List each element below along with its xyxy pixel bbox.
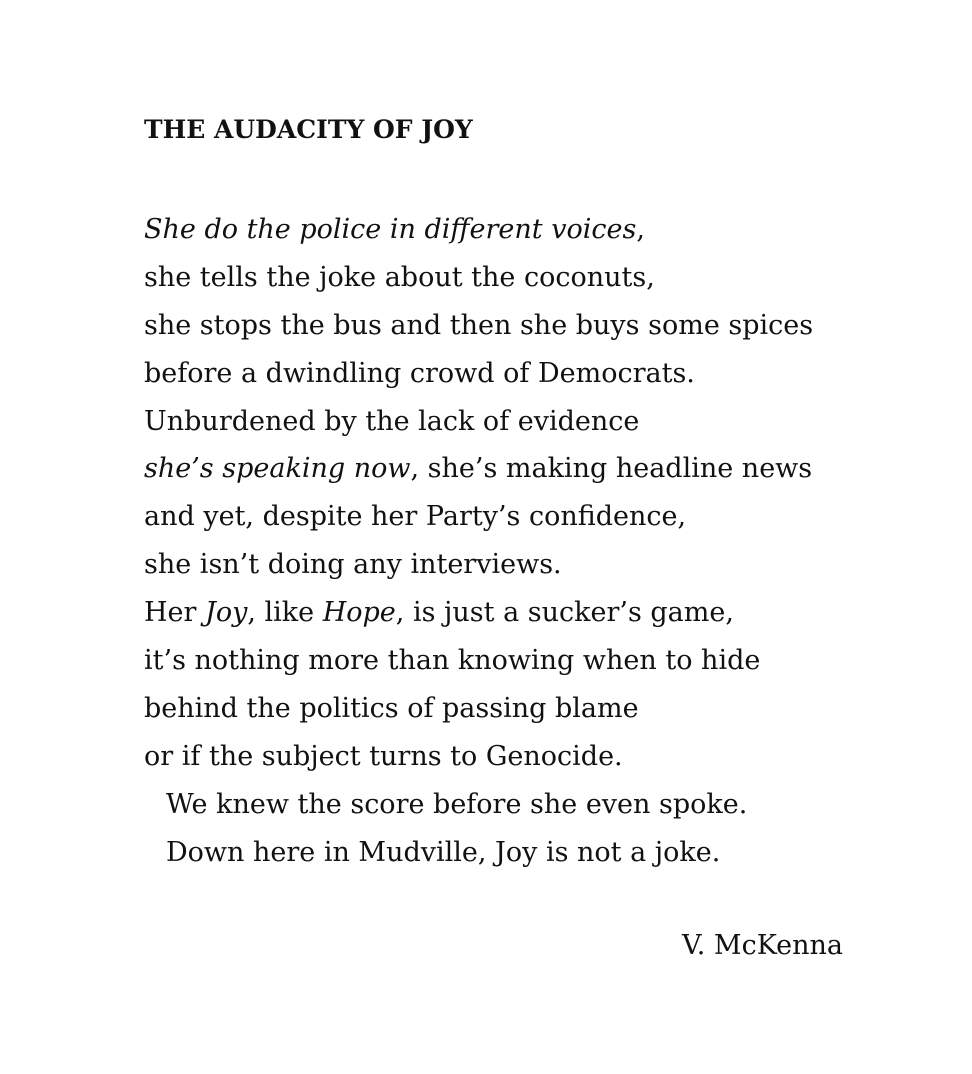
poem-line-italic-text: Hope: [322, 597, 396, 629]
poem-line: [144, 302, 904, 350]
poem-line-text: , like: [247, 597, 323, 629]
poem-line: [144, 829, 904, 877]
poem-body: [144, 206, 904, 876]
poem-author: V. McKenna: [681, 930, 843, 961]
poem-line-text: she stops the bus and then she buys some spices: [144, 309, 814, 341]
poem-line-text: ,: [636, 214, 645, 245]
poem-line: [144, 254, 904, 302]
poem-line-text: she isn’t doing any interviews.: [144, 549, 562, 581]
poem-line: [144, 589, 904, 637]
poem-line-text: We knew the score before she even spoke.: [166, 788, 748, 820]
poem-line-text: Her: [144, 597, 206, 629]
poem-line: [144, 733, 904, 781]
poem-line-text: behind the politics of passing blame: [144, 692, 639, 724]
poem-line-text: and yet, despite her Party’s confidence,: [144, 501, 687, 533]
poem-line-italic-text: she’s speaking now: [144, 453, 411, 485]
poem-line: [144, 541, 904, 589]
poem-line: [144, 206, 904, 254]
poem-title: THE AUDACITY OF JOY: [144, 115, 473, 144]
poem-line-italic-text: She do the police in different voices: [144, 214, 637, 245]
poem-line: [144, 350, 904, 398]
poem-line-italic-text: Joy: [205, 597, 248, 629]
poem-line-text: , she’s making headline news: [410, 453, 813, 485]
poem-line: [144, 781, 904, 829]
poem-line: [144, 445, 904, 493]
poem-line-text: she tells the joke about the coconuts,: [144, 261, 655, 293]
poem-line-text: Unburdened by the lack of evidence: [144, 405, 640, 437]
poem-line: [144, 493, 904, 541]
poem-line-text: Down here in Mudville, Joy is not a joke.: [166, 836, 721, 868]
poem-line: [144, 637, 904, 685]
poem-line-text: or if the subject turns to Genocide.: [144, 740, 623, 772]
poem-line-text: it’s nothing more than knowing when to hide: [144, 645, 761, 677]
poem-line: [144, 685, 904, 733]
poem-line-text: , is just a sucker’s game,: [395, 597, 734, 629]
poem-line: [144, 398, 904, 446]
poem-line-text: before a dwindling crowd of Democrats.: [144, 357, 695, 389]
